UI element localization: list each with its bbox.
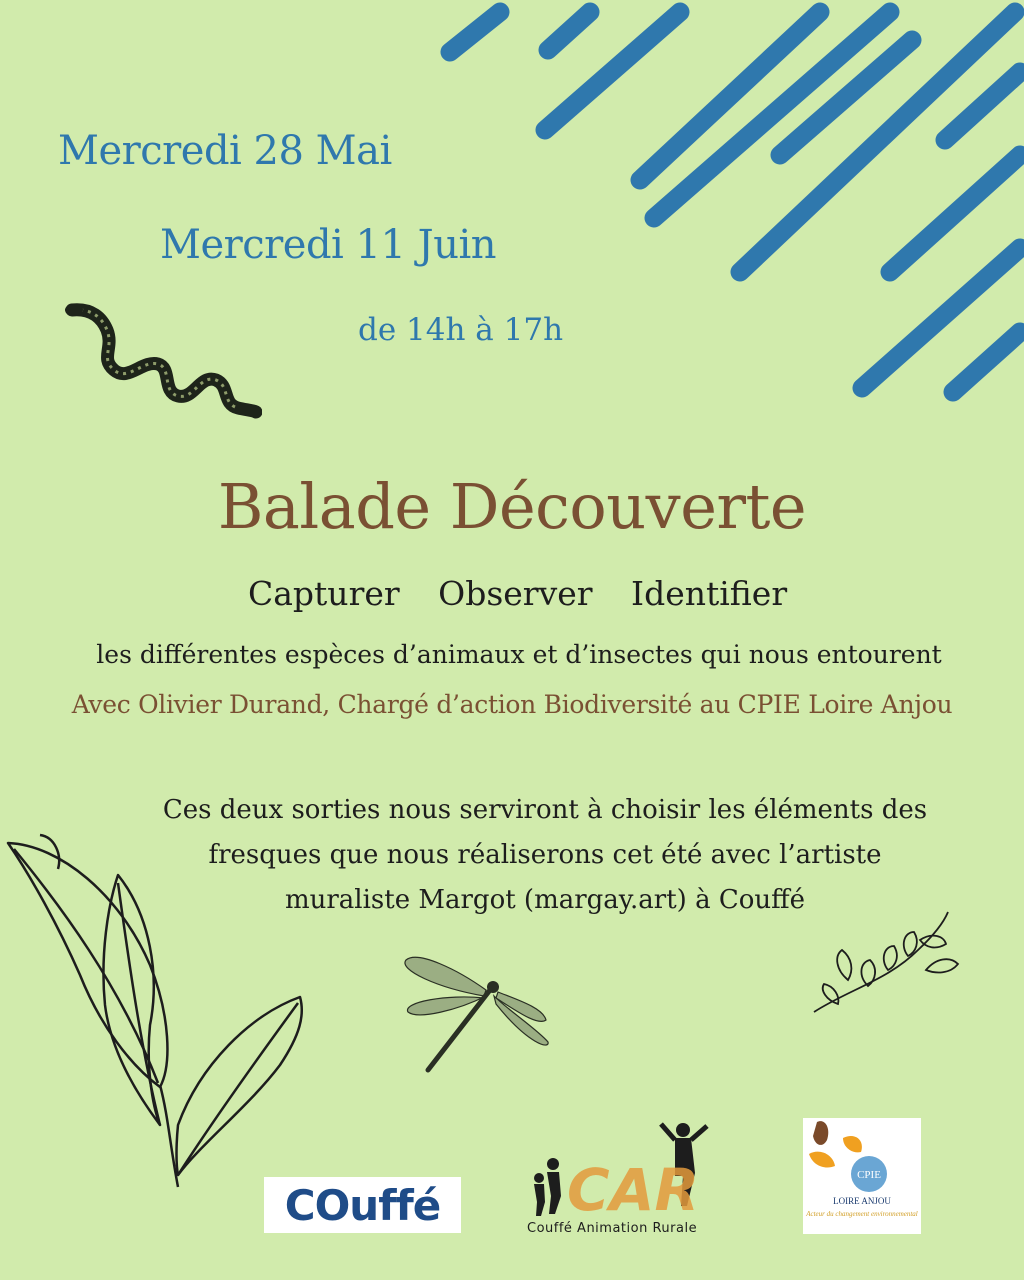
- description-line: Ces deux sorties nous serviront à choisir les éléments des: [162, 795, 928, 825]
- verb-identify: Identifier: [631, 574, 788, 613]
- car-logo-caption: Couffé Animation Rurale: [527, 1221, 698, 1236]
- cpie-tagline: Acteur du changement environnemental: [806, 1210, 918, 1218]
- dragonfly-icon: [398, 940, 558, 1090]
- event-title: Balade Découverte: [217, 470, 807, 543]
- verb-observe: Observer: [438, 574, 593, 613]
- leaf-branch-icon: [0, 825, 310, 1195]
- description-line: fresques que nous réaliserons cet été avec l’artiste: [208, 840, 882, 870]
- event-date-1: Mercredi 28 Mai: [58, 128, 392, 174]
- event-time: de 14h à 17h: [358, 312, 564, 348]
- couffe-logo: [264, 1177, 461, 1233]
- snake-icon: [62, 300, 262, 420]
- cpie-loire-anjou-logo: [803, 1118, 921, 1234]
- event-subtitle: les différentes espèces d’animaux et d’insectes qui nous entourent: [96, 640, 942, 669]
- car-letters: CAR: [567, 1156, 700, 1222]
- small-branch-icon: [808, 910, 968, 1020]
- cpie-badge-text: CPIE: [857, 1169, 881, 1181]
- cpie-emblem-icon: [803, 1118, 921, 1198]
- couffe-logo-text: COuffé: [284, 1180, 441, 1230]
- car-logo: [525, 1118, 715, 1222]
- guide-credit: Avec Olivier Durand, Chargé d’action Biodiversité au CPIE Loire Anjou: [71, 690, 953, 719]
- activity-verbs: [248, 574, 815, 613]
- event-date-2: Mercredi 11 Juin: [160, 222, 497, 268]
- description-line: muraliste Margot (margay.art) à Couffé: [284, 885, 806, 915]
- cpie-name: LOIRE ANJOU: [833, 1196, 891, 1206]
- verb-capture: Capturer: [248, 574, 400, 613]
